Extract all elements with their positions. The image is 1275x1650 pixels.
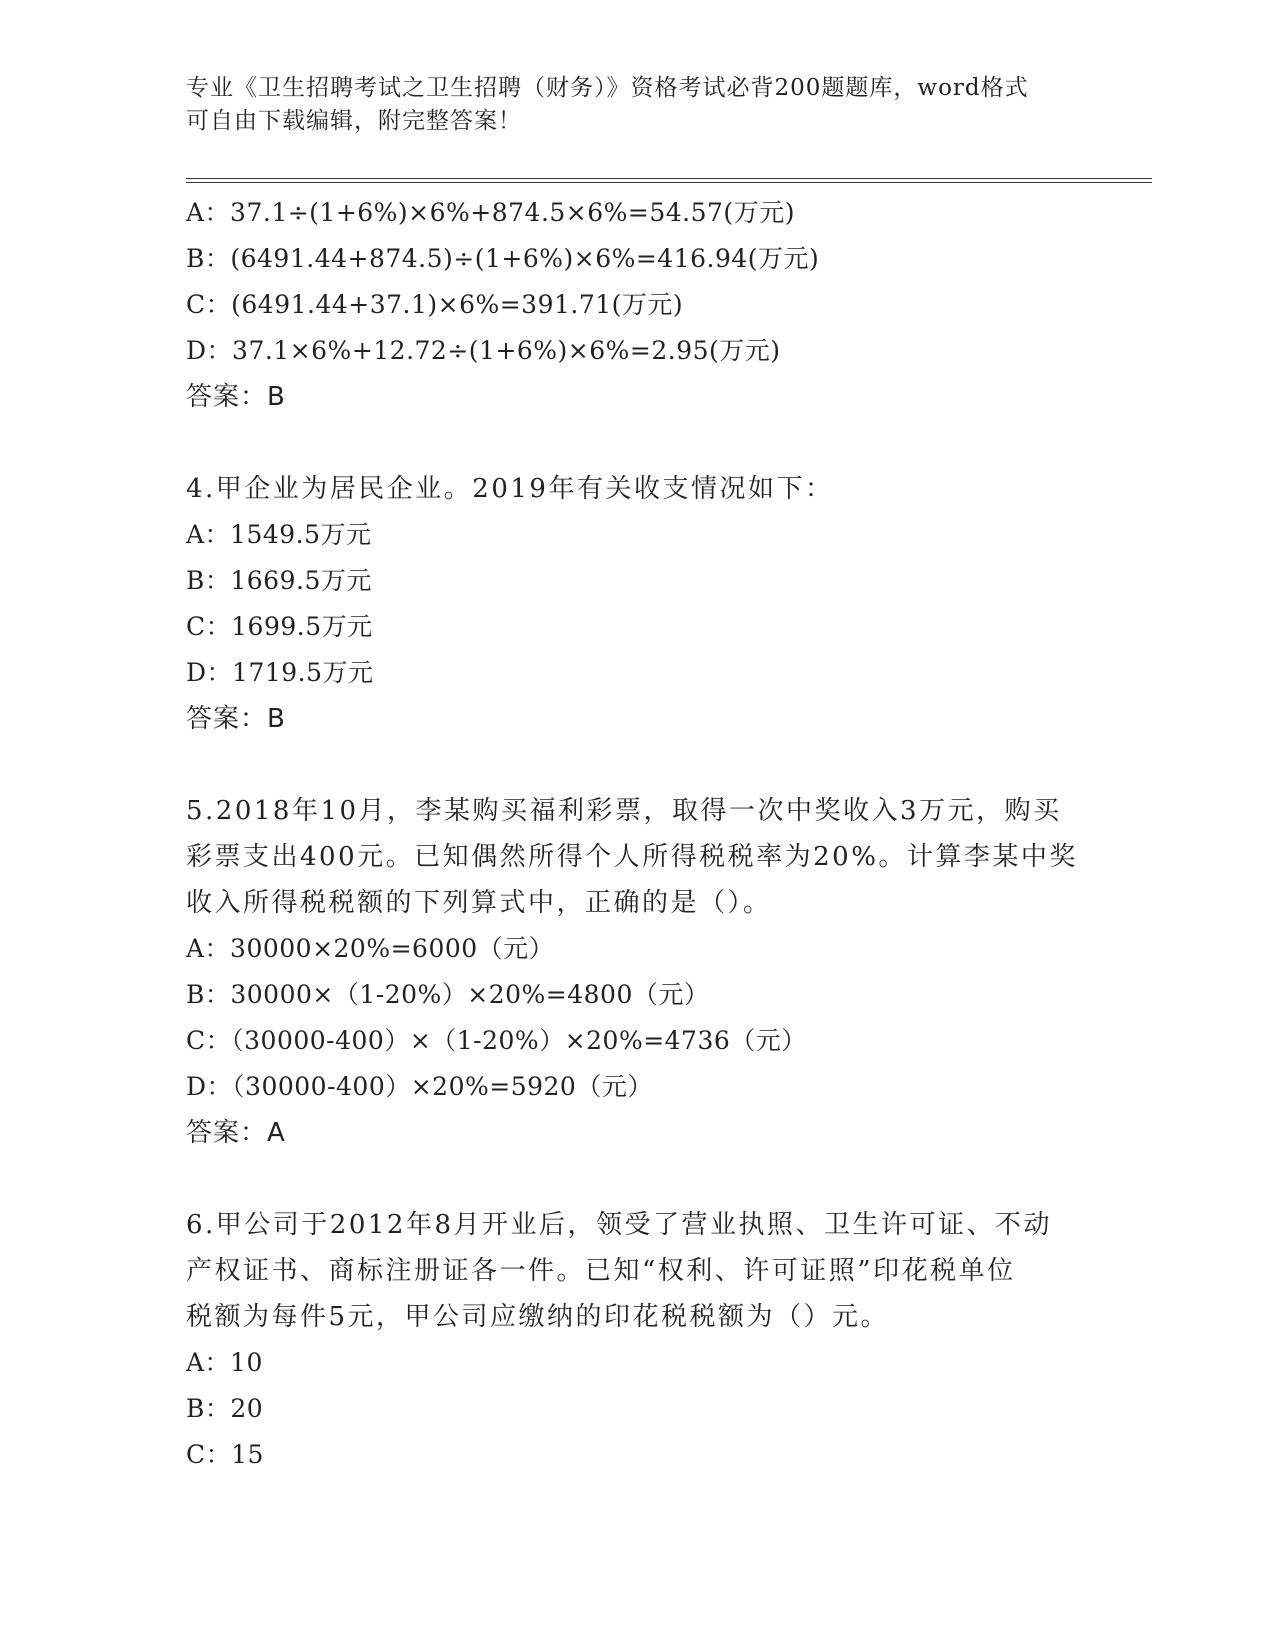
question-text-line: 税额为每件5元，甲公司应缴纳的印花税税额为（）元。 [186, 1302, 890, 1332]
question-3 [186, 190, 1086, 420]
header-divider-bottom [186, 182, 1152, 183]
header-divider-top [186, 178, 1152, 179]
option-c: C：15 [186, 1440, 264, 1469]
option-b: B：30000×（1-20%）×20%=4800（元） [186, 980, 710, 1009]
spacer [186, 1156, 1086, 1202]
spacer [186, 742, 1086, 788]
header-title-line-1: 专业《卫生招聘考试之卫生招聘（财务）》资格考试必背200题题库，word格式 [186, 75, 1029, 101]
option-a: A：10 [186, 1348, 263, 1377]
document-header [186, 72, 1086, 138]
option-a: A：37.1÷(1+6%)×6%+874.5×6%=54.57(万元) [186, 198, 795, 227]
option-d: D：37.1×6%+12.72÷(1+6%)×6%=2.95(万元) [186, 336, 781, 365]
answer: 答案：A [186, 1118, 286, 1148]
question-6 [186, 1202, 1086, 1478]
option-d: D：（30000-400）×20%=5920（元） [186, 1072, 653, 1101]
option-c: C：(6491.44+37.1)×6%=391.71(万元) [186, 290, 684, 319]
option-a: A：1549.5万元 [186, 520, 372, 549]
option-b: B：(6491.44+874.5)÷(1+6%)×6%=416.94(万元) [186, 244, 820, 273]
question-list [186, 190, 1086, 1478]
question-text: 4.甲企业为居民企业。2019年有关收支情况如下： [186, 474, 834, 504]
option-d: D：1719.5万元 [186, 658, 374, 687]
question-5 [186, 788, 1086, 1156]
question-text-line: 彩票支出400元。已知偶然所得个人所得税税率为20%。计算李某中奖 [186, 842, 1078, 872]
option-c: C：1699.5万元 [186, 612, 373, 641]
question-text-line: 收入所得税税额的下列算式中，正确的是（）。 [186, 888, 772, 918]
spacer [186, 420, 1086, 466]
answer: 答案：B [186, 382, 286, 412]
option-b: B：1669.5万元 [186, 566, 372, 595]
header-title-line-2: 可自由下载编辑，附完整答案！ [186, 108, 522, 134]
question-4 [186, 466, 1086, 742]
question-text-line: 5.2018年10月，李某购买福利彩票，取得一次中奖收入3万元，购买 [186, 796, 1062, 826]
option-b: B：20 [186, 1394, 264, 1423]
option-a: A：30000×20%=6000（元） [186, 934, 555, 963]
option-c: C：（30000-400）×（1-20%）×20%=4736（元） [186, 1026, 807, 1055]
answer: 答案：B [186, 704, 286, 734]
question-text-line: 产权证书、商标注册证各一件。已知“权利、许可证照”印花税单位 [186, 1256, 1016, 1286]
question-text-line: 6.甲公司于2012年8月开业后，领受了营业执照、卫生许可证、不动 [186, 1210, 1053, 1240]
